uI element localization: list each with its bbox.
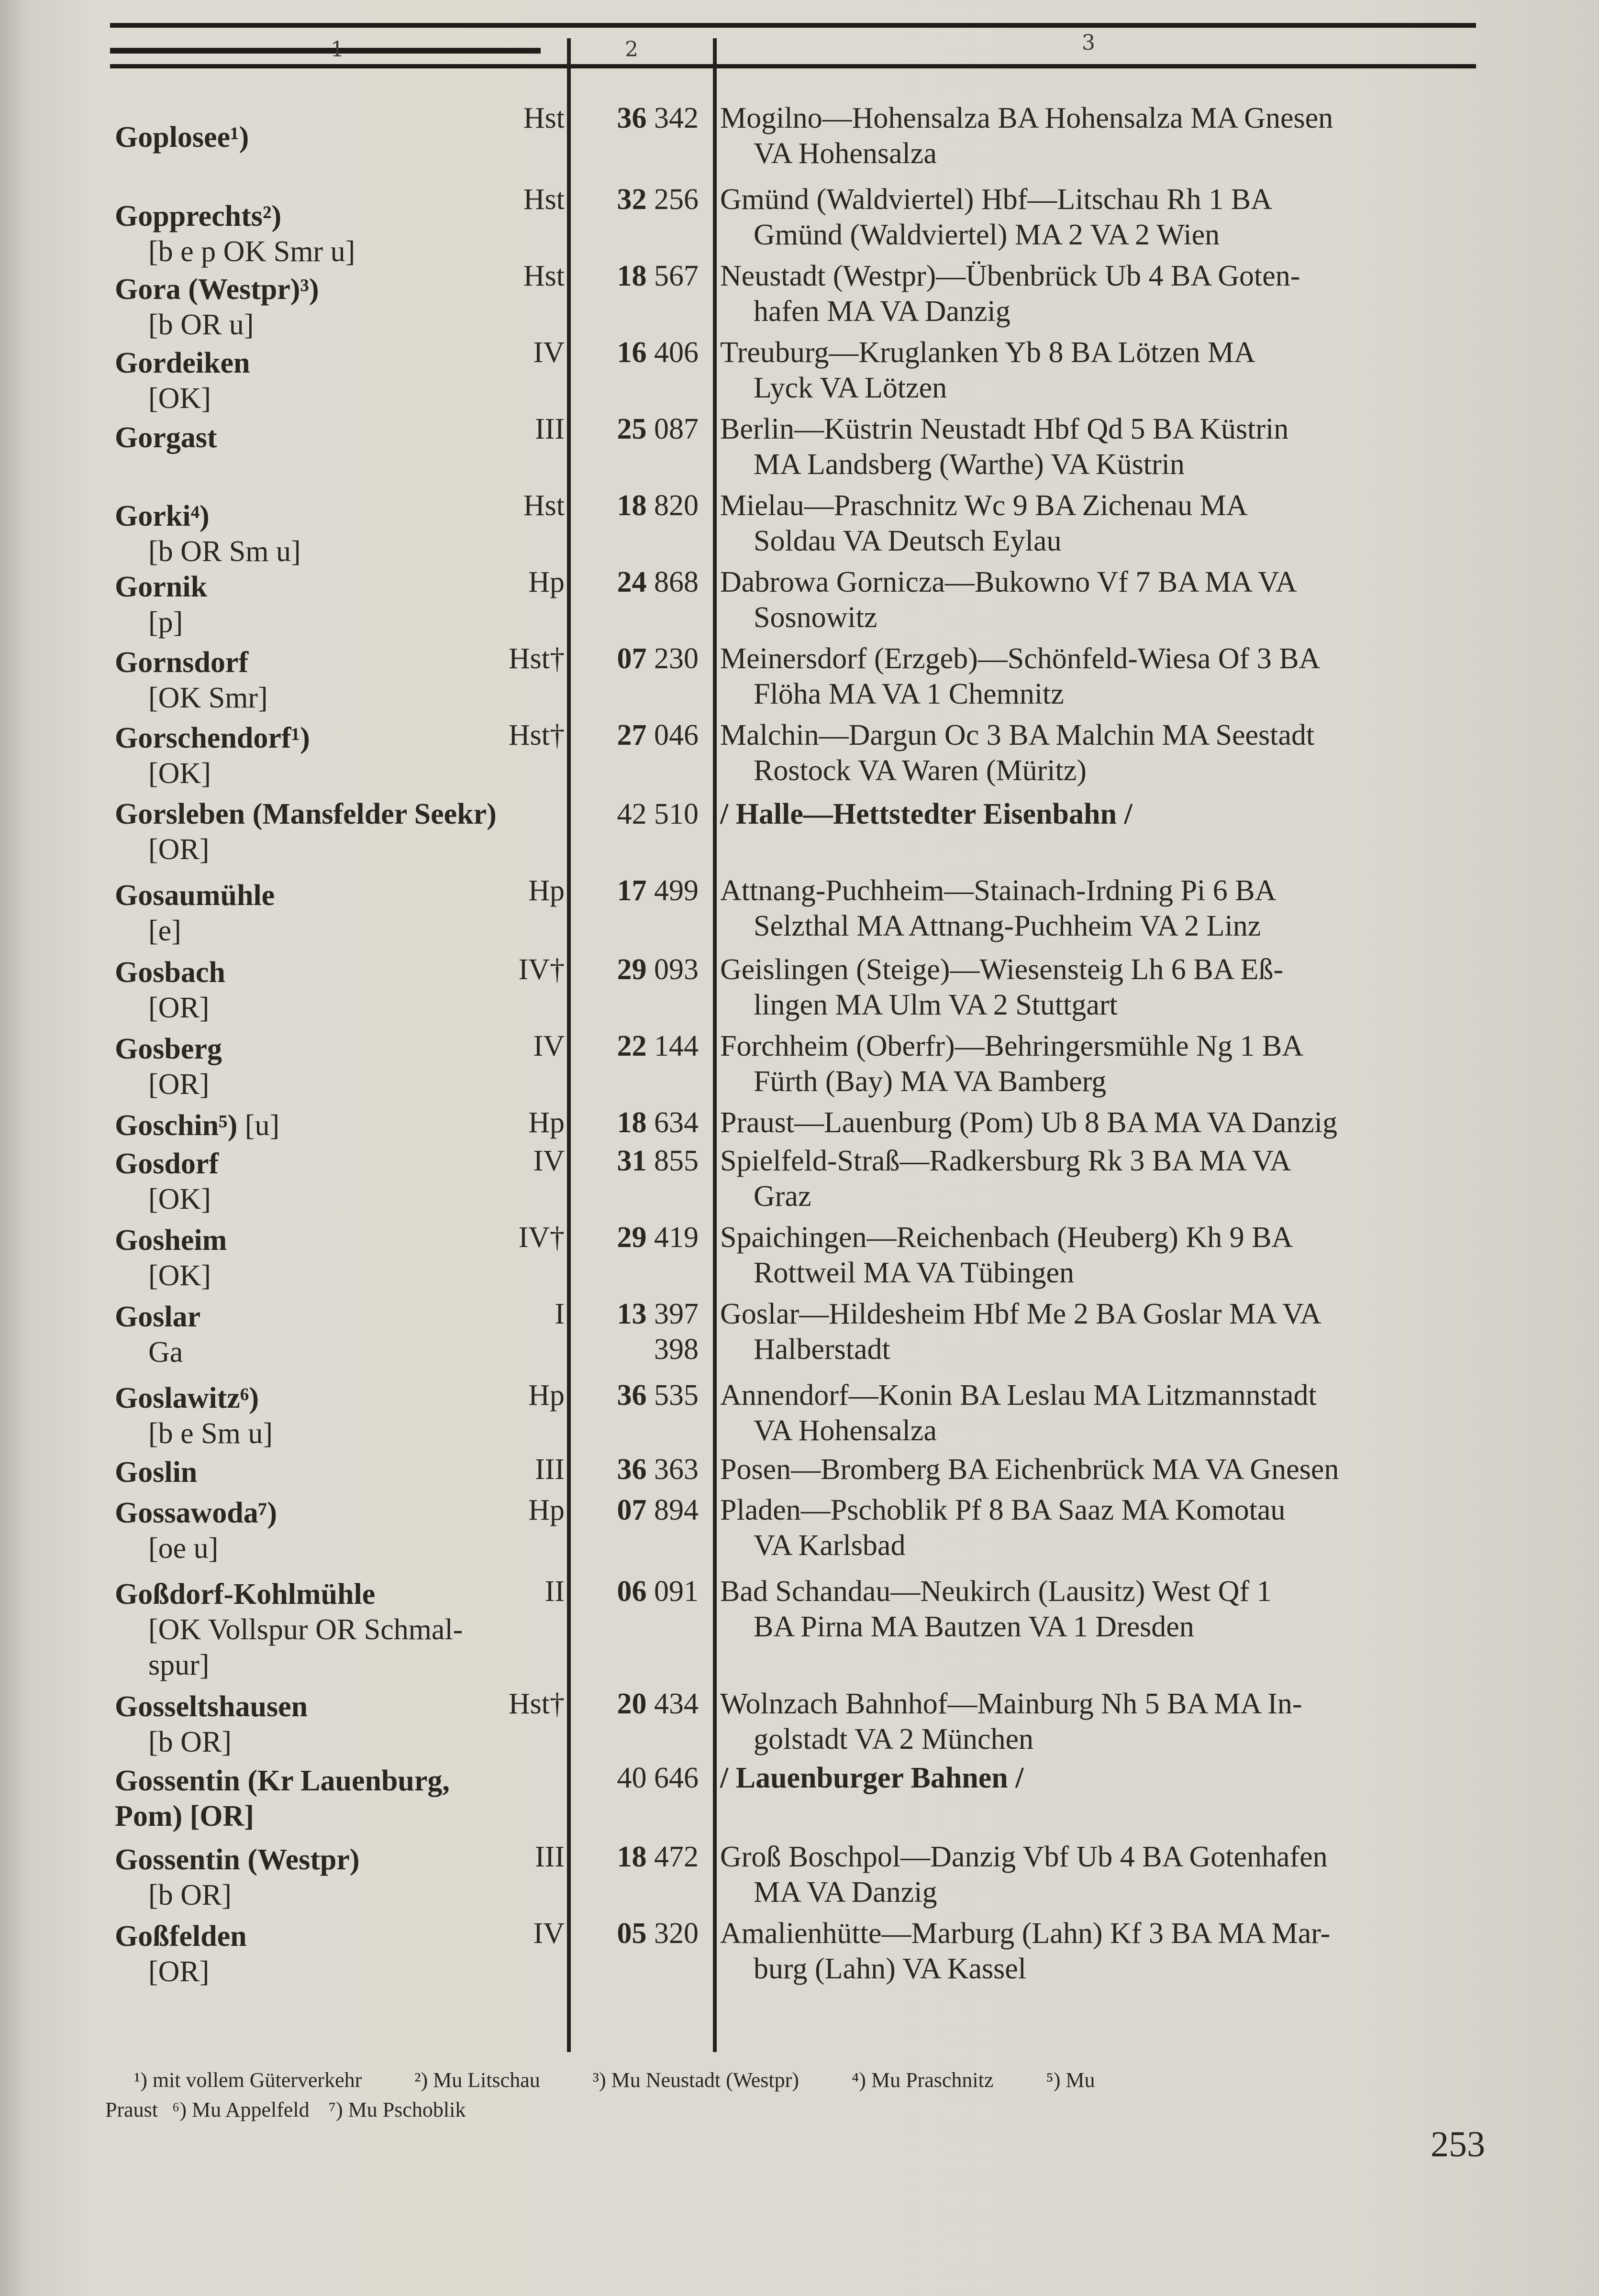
route-description	[720, 488, 1505, 559]
station-code	[574, 1105, 699, 1140]
station-class: III	[535, 1453, 565, 1486]
route-description	[720, 1452, 1505, 1487]
code-suffix: 42 510	[617, 798, 699, 830]
route-description	[720, 1220, 1505, 1291]
route-line-1: Posen—Bromberg BA Eichenbrück MA VA Gnesen	[720, 1453, 1339, 1486]
route-line-1: / Halle—Hettstedter Eisenbahn /	[720, 798, 1133, 830]
route-line-2: Gmünd (Waldviertel) MA 2 VA 2 Wien	[754, 219, 1220, 251]
route-description	[720, 1839, 1505, 1910]
code-prefix: 29	[617, 1221, 647, 1254]
station-name-text: Goßdorf-Kohlmühle	[115, 1578, 376, 1611]
station-class: III	[535, 1841, 565, 1873]
route-line-1: Malchin—Dargun Oc 3 BA Malchin MA Seestadt	[720, 719, 1315, 751]
route-line-1: Bad Schandau—Neukirch (Lausitz) West Qf 1	[720, 1575, 1272, 1608]
footnote-5: ⁵) Mu	[1046, 2068, 1095, 2092]
code-prefix: 05	[617, 1917, 647, 1950]
station-note: [OR]	[148, 992, 210, 1024]
route-line-1: Mielau—Praschnitz Wc 9 BA Zichenau MA	[720, 489, 1248, 522]
station-note: [b OR]	[148, 1879, 232, 1911]
route-line-1: / Lauenburger Bahnen /	[720, 1762, 1024, 1794]
station-code	[574, 488, 699, 523]
footnote-5-continuation: Praust	[105, 2098, 158, 2121]
station-class: Hst†	[508, 1688, 565, 1720]
station-note: Ga	[148, 1336, 183, 1369]
station-name-text: Gorsleben (Mansfelder Seekr)	[115, 798, 497, 830]
station-class: II	[544, 1575, 565, 1608]
station-code	[574, 1574, 699, 1609]
station-note: [OK]	[148, 757, 211, 790]
route-line-1: Wolnzach Bahnhof—Mainburg Nh 5 BA MA In-	[720, 1688, 1302, 1720]
code-suffix: 406	[654, 336, 699, 369]
route-line-2: hafen MA VA Danzig	[754, 295, 1010, 328]
station-note: [b e Sm u]	[148, 1417, 273, 1450]
route-line-1: Treuburg—Kruglanken Yb 8 BA Lötzen MA	[720, 336, 1255, 369]
column-3-number: 3	[1082, 31, 1095, 55]
station-code	[574, 1916, 699, 1951]
station-note: [OK]	[148, 1183, 211, 1215]
station-note-continuation: spur]	[148, 1649, 210, 1681]
route-line-1: Praust—Lauenburg (Pom) Ub 8 BA MA VA Danzig	[720, 1106, 1337, 1139]
route-line-2: MA Landsberg (Warthe) VA Küstrin	[754, 448, 1185, 481]
station-note: [b OR]	[148, 1726, 232, 1758]
code-suffix: 091	[654, 1575, 699, 1608]
station-class: IV	[533, 1030, 565, 1062]
station-class: Hp	[528, 874, 565, 907]
code-suffix: 868	[654, 566, 699, 598]
route-description	[720, 100, 1505, 171]
station-name-text: Gossentin (Westpr)	[115, 1843, 360, 1876]
station-note: [OR]	[148, 1955, 210, 1988]
footnote-3: ³) Mu Neustadt (Westpr)	[592, 2068, 799, 2092]
route-line-1: Meinersdorf (Erzgeb)—Schönfeld-Wiesa Of 3 BA	[720, 642, 1321, 675]
station-code	[574, 641, 699, 676]
station-class: Hst†	[508, 719, 565, 751]
code-prefix: 18	[617, 489, 647, 522]
code-prefix: 29	[617, 953, 647, 986]
code-prefix: 25	[617, 413, 647, 445]
route-line-2: Lyck VA Lötzen	[754, 372, 947, 404]
station-class: Hp	[528, 1106, 565, 1139]
code-prefix: 24	[617, 566, 647, 598]
route-description	[720, 1143, 1505, 1214]
station-code	[574, 1220, 699, 1255]
route-line-1: Forchheim (Oberfr)—Behringersmühle Ng 1 BA	[720, 1030, 1304, 1062]
station-name-text: Gordeiken	[115, 347, 250, 379]
route-line-1: Attnang-Puchheim—Stainach-Irdning Pi 6 BA	[720, 874, 1277, 907]
route-description	[720, 873, 1505, 944]
station-class: Hst	[523, 489, 565, 522]
station-class: III	[535, 413, 565, 445]
route-description	[720, 1574, 1505, 1645]
route-line-2: Flöha MA VA 1 Chemnitz	[754, 678, 1064, 710]
station-class: IV†	[518, 1221, 565, 1254]
station-name-text: Goslar	[115, 1301, 201, 1333]
station-name-text: Gosheim	[115, 1224, 227, 1257]
route-description	[720, 1296, 1505, 1367]
station-note: [OK]	[148, 1259, 211, 1292]
station-class: IV	[533, 336, 565, 369]
station-name-text: Gosberg	[115, 1033, 222, 1065]
code-prefix: 32	[617, 183, 647, 216]
station-class: IV†	[518, 953, 565, 986]
code-suffix: 535	[654, 1379, 699, 1412]
station-note: [oe u]	[148, 1532, 219, 1565]
route-line-1: Spielfeld-Straß—Radkersburg Rk 3 BA MA VA	[720, 1145, 1291, 1177]
route-line-2: Fürth (Bay) MA VA Bamberg	[754, 1065, 1107, 1098]
station-class: Hst	[523, 102, 565, 134]
route-description	[720, 564, 1505, 635]
station-name-text: Gosbach	[115, 956, 225, 989]
route-description	[720, 952, 1505, 1023]
route-line-2: Soldau VA Deutsch Eylau	[754, 525, 1062, 557]
route-line-1: Gmünd (Waldviertel) Hbf—Litschau Rh 1 BA	[720, 183, 1272, 216]
route-line-1: Mogilno—Hohensalza BA Hohensalza MA Gnesen	[720, 102, 1333, 134]
route-description	[720, 411, 1505, 482]
station-code	[574, 952, 699, 987]
route-line-2: Halberstadt	[754, 1333, 890, 1366]
code-prefix: 07	[617, 1494, 647, 1526]
code-prefix: 36	[617, 1453, 647, 1486]
code-suffix: 320	[654, 1917, 699, 1950]
route-description	[720, 1760, 1505, 1796]
route-line-1: Annendorf—Konin BA Leslau MA Litzmannstadt	[720, 1379, 1317, 1412]
code-suffix: 634	[654, 1106, 699, 1139]
station-note: [b OR u]	[148, 309, 254, 341]
code-suffix: 434	[654, 1688, 699, 1720]
route-line-2: VA Hohensalza	[754, 137, 937, 170]
code-prefix: 36	[617, 1379, 647, 1412]
route-description	[720, 1378, 1505, 1448]
route-line-2: golstadt VA 2 München	[754, 1723, 1034, 1755]
code-suffix: 855	[654, 1145, 699, 1177]
station-name-text: Gora (Westpr)³)	[115, 273, 319, 306]
station-name-text: Goßfelden	[115, 1920, 247, 1953]
column-1-number: 1	[331, 37, 344, 62]
station-code	[574, 718, 699, 753]
code-prefix: 18	[617, 1106, 647, 1139]
station-name-text: Gorgast	[115, 421, 217, 454]
code-prefix: 36	[617, 102, 647, 134]
route-line-2: VA Karlsbad	[754, 1529, 906, 1562]
route-line-1: Spaichingen—Reichenbach (Heuberg) Kh 9 BA	[720, 1221, 1293, 1254]
station-class: IV	[533, 1917, 565, 1950]
station-name-text: Gornsdorf	[115, 646, 248, 679]
footnote-7: ⁷) Mu Pschoblik	[328, 2098, 466, 2121]
route-line-1: Berlin—Küstrin Neustadt Hbf Qd 5 BA Küstrin	[720, 413, 1289, 445]
station-name	[115, 796, 593, 867]
route-line-2: Rostock VA Waren (Müritz)	[754, 754, 1087, 787]
code-suffix: 256	[654, 183, 699, 216]
station-code	[574, 335, 699, 370]
station-name-text: Gosseltshausen	[115, 1690, 308, 1723]
station-code	[574, 1452, 699, 1487]
code-prefix: 18	[617, 1841, 647, 1873]
footnote-6: ⁶) Mu Appelfeld	[172, 2098, 310, 2121]
route-line-1: Pladen—Pschoblik Pf 8 BA Saaz MA Komotau	[720, 1494, 1286, 1526]
code-prefix: 06	[617, 1575, 647, 1608]
route-line-1: Groß Boschpol—Danzig Vbf Ub 4 BA Gotenhafen	[720, 1841, 1328, 1873]
station-code	[574, 182, 699, 217]
station-name-text: Gopprechts²)	[115, 200, 282, 232]
code-suffix: 144	[654, 1030, 699, 1062]
station-note: Pom) [OR]	[115, 1800, 254, 1832]
station-name-text: Gosdorf	[115, 1148, 219, 1180]
code-suffix: 363	[654, 1453, 699, 1486]
footnotes	[105, 2065, 1521, 2125]
station-code	[574, 1143, 699, 1179]
code-suffix: 40 646	[617, 1762, 699, 1794]
footnote-1: ¹) mit vollem Güterverkehr	[134, 2068, 362, 2092]
code-prefix: 07	[617, 642, 647, 675]
station-class: Hp	[528, 566, 565, 598]
station-code	[574, 258, 699, 294]
route-description	[720, 1492, 1505, 1563]
code-suffix: 087	[654, 413, 699, 445]
footnote-4: ⁴) Mu Praschnitz	[851, 2068, 994, 2092]
route-description	[720, 1686, 1505, 1757]
route-line-2: burg (Lahn) VA Kassel	[754, 1953, 1027, 1985]
code-suffix: 472	[654, 1841, 699, 1873]
station-name-text: Goschin⁵)	[115, 1109, 238, 1142]
station-class: Hst†	[508, 642, 565, 675]
station-note: [OR]	[148, 1068, 210, 1101]
code-suffix: 046	[654, 719, 699, 751]
code-suffix: 820	[654, 489, 699, 522]
code-suffix: 894	[654, 1494, 699, 1526]
code-prefix: 18	[617, 260, 647, 292]
station-name-text: Gossawoda⁷)	[115, 1497, 277, 1529]
station-class: Hst	[523, 260, 565, 292]
station-name-text: Goplosee¹)	[115, 121, 249, 154]
route-description	[720, 796, 1505, 832]
route-line-1: Amalienhütte—Marburg (Lahn) Kf 3 BA MA Mar-	[720, 1917, 1331, 1950]
code-prefix: 13	[617, 1298, 647, 1330]
route-line-1: Neustadt (Westpr)—Übenbrück Ub 4 BA Goten-	[720, 260, 1300, 292]
station-note: [OK]	[148, 382, 211, 415]
station-code	[574, 1760, 699, 1796]
station-note: [OK Smr]	[148, 682, 268, 714]
route-line-2: VA Hohensalza	[754, 1414, 937, 1447]
station-class: Hst	[523, 183, 565, 216]
station-note: [e]	[148, 915, 181, 947]
station-note: [b e p OK Smr u]	[148, 235, 355, 268]
route-line-1: Goslar—Hildesheim Hbf Me 2 BA Goslar MA VA	[720, 1298, 1321, 1330]
route-line-2: BA Pirna MA Bautzen VA 1 Dresden	[754, 1611, 1194, 1643]
station-code	[574, 1686, 699, 1722]
station-name-text: Gorschendorf¹)	[115, 722, 310, 754]
station-name-text: Gornik	[115, 571, 207, 603]
station-code	[574, 1296, 699, 1367]
route-line-2: lingen MA Ulm VA 2 Stuttgart	[754, 989, 1118, 1021]
route-description	[720, 1105, 1505, 1140]
code-prefix: 17	[617, 874, 647, 907]
station-class: Hp	[528, 1379, 565, 1412]
station-name	[115, 1763, 593, 1834]
code-suffix: 230	[654, 642, 699, 675]
route-description	[720, 718, 1505, 788]
code-prefix: 20	[617, 1688, 647, 1720]
route-line-2: Rottweil MA VA Tübingen	[754, 1257, 1075, 1289]
station-note: [b OR Sm u]	[148, 535, 301, 568]
route-description	[720, 641, 1505, 712]
code-suffix: 397	[654, 1298, 699, 1330]
route-description	[720, 335, 1505, 406]
station-class: IV	[533, 1145, 565, 1177]
route-description	[720, 1028, 1505, 1099]
code-prefix: 27	[617, 719, 647, 751]
station-note: [p]	[148, 606, 183, 639]
station-name-text: Gorki⁴)	[115, 500, 210, 532]
code-suffix: 419	[654, 1221, 699, 1254]
station-code	[574, 100, 699, 136]
station-code	[574, 1839, 699, 1875]
route-line-1: Dabrowa Gornicza—Bukowno Vf 7 BA MA VA	[720, 566, 1297, 598]
station-note: [u]	[244, 1109, 280, 1142]
code-prefix: 31	[617, 1145, 647, 1177]
station-class: Hp	[528, 1494, 565, 1526]
station-name-text: Gossentin (Kr Lauenburg,	[115, 1765, 450, 1797]
station-code	[574, 1378, 699, 1413]
code-suffix: 342	[654, 102, 699, 134]
route-line-1: Geislingen (Steige)—Wiesensteig Lh 6 BA Eß-	[720, 953, 1284, 986]
route-line-2: MA VA Danzig	[754, 1876, 937, 1909]
station-code	[574, 411, 699, 447]
code-suffix: 567	[654, 260, 699, 292]
code-suffix: 093	[654, 953, 699, 986]
station-code	[574, 873, 699, 908]
code-continuation: 398	[654, 1333, 699, 1366]
code-prefix: 16	[617, 336, 647, 369]
station-note: [OR]	[148, 833, 210, 866]
route-line-2: Graz	[754, 1180, 811, 1213]
station-name-text: Gosaumühle	[115, 879, 275, 912]
route-description	[720, 1916, 1505, 1987]
column-2-number: 2	[625, 37, 638, 62]
page-number: 253	[1431, 2124, 1485, 2164]
footnote-2: ²) Mu Litschau	[414, 2068, 540, 2092]
station-class: I	[555, 1298, 565, 1330]
station-name-text: Goslin	[115, 1456, 198, 1489]
station-code	[574, 564, 699, 600]
route-line-2: Selzthal MA Attnang-Puchheim VA 2 Linz	[754, 910, 1261, 942]
station-code	[574, 796, 699, 832]
station-code	[574, 1492, 699, 1528]
route-description	[720, 182, 1505, 253]
route-line-2: Sosnowitz	[754, 601, 877, 634]
station-code	[574, 1028, 699, 1064]
station-name-text: Goslawitz⁶)	[115, 1382, 259, 1414]
station-note: [OK Vollspur OR Schmal-	[148, 1613, 463, 1646]
route-description	[720, 258, 1505, 329]
code-prefix: 22	[617, 1030, 647, 1062]
code-suffix: 499	[654, 874, 699, 907]
